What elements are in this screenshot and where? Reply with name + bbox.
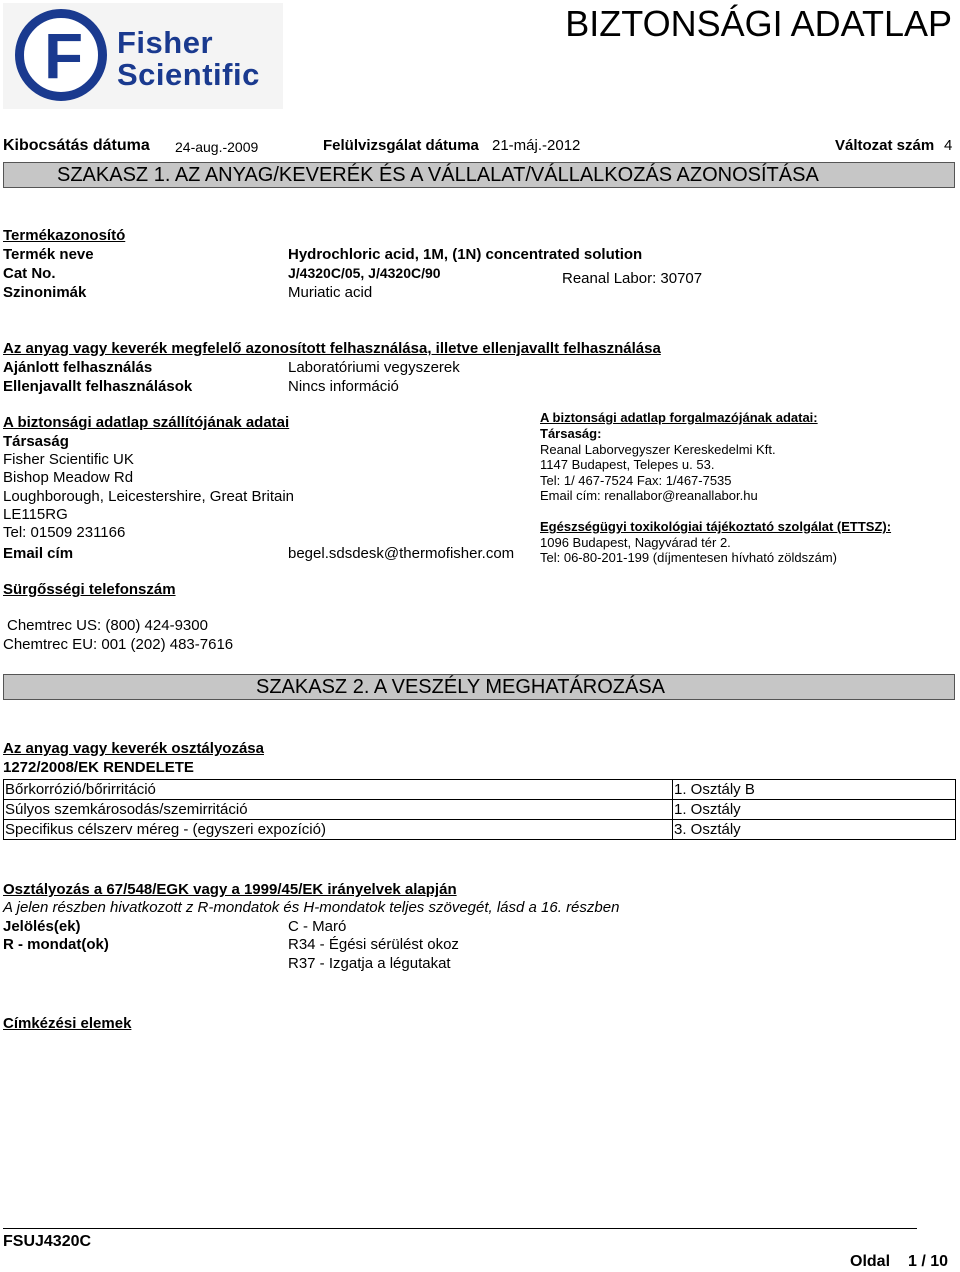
table-row <box>4 800 956 820</box>
label-elements-heading: Címkézési elemek <box>3 1015 132 1032</box>
email-value[interactable]: begel.sdsdesk@thermofisher.com <box>288 545 515 562</box>
section-2-heading: SZAKASZ 2. A VESZÉLY MEGHATÁROZÁSA <box>256 676 666 698</box>
logo-mark: F <box>44 20 84 92</box>
distributor-heading: A biztonsági adatlap forgalmazójának adatai: <box>540 410 818 425</box>
distributor-line: 1147 Budapest, Telepes u. 53. <box>540 457 715 472</box>
directive-heading: Osztályozás a 67/548/EGK vagy a 1999/45/EK irányelvek alapján <box>3 881 457 898</box>
revision-date-label: Felülvizsgálat dátuma <box>323 137 479 154</box>
table-row <box>4 780 956 800</box>
supplier-line: LE115RG <box>3 506 68 523</box>
document-code: FSUJ4320C <box>3 1233 92 1250</box>
emergency-line: Chemtrec US: (800) 424-9300 <box>7 617 208 634</box>
classification-heading: Az anyag vagy keverék osztályozása <box>3 740 264 757</box>
recommended-use-value: Laboratóriumi vegyszerek <box>288 359 460 376</box>
cat-no-label: Cat No. <box>3 265 56 282</box>
distributor-line: Reanal Laborvegyszer Kereskedelmi Kft. <box>540 442 776 457</box>
reanal-labor-note: Reanal Labor: 30707 <box>562 270 703 287</box>
document-title: BIZTONSÁGI ADATLAP <box>565 3 952 44</box>
distributor-line: Email cím: renallabor@reanallabor.hu <box>540 488 758 503</box>
supplier-line: Fisher Scientific UK <box>3 451 134 468</box>
email-label: Email cím <box>3 545 74 562</box>
directive-note: A jelen részben hivatkozott z R-mondatok és H-mondatok teljes szövegét, lásd a 16. részben <box>3 899 620 916</box>
issue-date-value: 24-aug.-2009 <box>175 139 259 155</box>
r-phrase: R37 - Izgatja a légutakat <box>288 955 451 972</box>
version-label: Változat szám <box>835 137 935 154</box>
section-1-heading: SZAKASZ 1. AZ ANYAG/KEVERÉK ÉS A VÁLLALAT/VÁLLALKOZÁS AZONOSÍTÁSA <box>57 164 819 186</box>
issue-date-label: Kibocsátás dátuma <box>3 137 150 154</box>
company-logo <box>3 3 283 109</box>
hazard-classification-table <box>3 779 956 840</box>
hazard-category-cell: 3. Osztály <box>673 820 956 840</box>
product-name-label: Termék neve <box>3 246 94 263</box>
contraindicated-use-label: Ellenjavallt felhasználások <box>3 378 193 395</box>
recommended-use-label: Ajánlott felhasználás <box>3 359 153 376</box>
logo-line-2: Scientific <box>117 57 260 92</box>
supplier-line: Bishop Meadow Rd <box>3 469 134 486</box>
product-id-heading: Termékazonosító <box>3 227 126 244</box>
use-heading: Az anyag vagy keverék megfelelő azonosított felhasználása, illetve ellenjavallt felhasználása <box>3 340 661 357</box>
section-2-bar <box>3 674 955 700</box>
emergency-line: Chemtrec EU: 001 (202) 483-7616 <box>3 636 234 653</box>
symbol-value: C - Maró <box>288 918 347 935</box>
supplier-line: Tel: 01509 231166 <box>3 524 126 541</box>
revision-date-value: 21-máj.-2012 <box>492 137 581 154</box>
hazard-name-cell: Bőrkorrózió/bőrirritáció <box>4 780 673 800</box>
r-phrases-label: R - mondat(ok) <box>3 936 109 953</box>
ettsz-line: 1096 Budapest, Nagyvárad tér 2. <box>540 535 731 550</box>
logo-line-1: Fisher <box>117 25 214 60</box>
hazard-category-cell: 1. Osztály <box>673 800 956 820</box>
product-name-value: Hydrochloric acid, 1M, (1N) concentrated solution <box>288 246 643 263</box>
page-number: 1 / 10 <box>908 1253 949 1270</box>
footer-divider <box>3 1228 917 1229</box>
supplier-heading: A biztonsági adatlap szállítójának adatai <box>3 414 290 431</box>
section-1-bar <box>3 162 955 188</box>
cat-no-value: J/4320C/05, J/4320C/90 <box>288 265 441 281</box>
supplier-line: Loughborough, Leicestershire, Great Britain <box>3 488 295 505</box>
emergency-heading: Sürgősségi telefonszám <box>3 581 176 598</box>
hazard-name-cell: Súlyos szemkárosodás/szemirritáció <box>4 800 673 820</box>
regulation-label: 1272/2008/EK RENDELETE <box>3 759 194 776</box>
page-label: Oldal <box>850 1253 891 1270</box>
symbol-label: Jelölés(ek) <box>3 918 81 935</box>
synonyms-value: Muriatic acid <box>288 284 373 301</box>
r-phrase: R34 - Égési sérülést okoz <box>288 936 459 953</box>
distributor-line: Tel: 1/ 467-7524 Fax: 1/467-7535 <box>540 473 732 488</box>
synonyms-label: Szinonimák <box>3 284 87 301</box>
hazard-name-cell: Specifikus célszerv méreg - (egyszeri expozíció) <box>4 820 673 840</box>
supplier-company-label: Társaság <box>3 433 69 450</box>
logo-circle-icon <box>15 9 107 101</box>
contraindicated-use-value: Nincs információ <box>288 378 399 395</box>
hazard-category-cell: 1. Osztály B <box>673 780 956 800</box>
table-row <box>4 820 956 840</box>
distributor-company-label: Társaság: <box>540 426 602 441</box>
ettsz-heading: Egészségügyi toxikológiai tájékoztató szolgálat (ETTSZ): <box>540 519 892 534</box>
version-value: 4 <box>944 137 953 154</box>
ettsz-line: Tel: 06-80-201-199 (díjmentesen hívható zöldszám) <box>540 550 837 565</box>
